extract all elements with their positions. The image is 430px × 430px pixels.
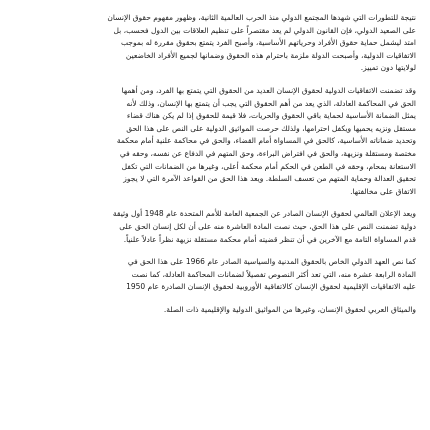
text-line: مختصة ومستقلة ونزيهة، والحق في افتراض البراءة، وحق المتهم في الدفاع عن نفسه، وحقه في xyxy=(119,148,416,158)
text-line: تحقيق العدالة وحماية المتهم من تعسف السلطة. ويعد هذا الحق من القواعد الآمرة التي لا يجوز xyxy=(123,174,416,184)
text-line: عليه الاتفاقيات الإقليمية لحقوق الإنسان كالاتفاقية الأوروبية لحقوق الإنسان الصادرة عام 1950 xyxy=(126,282,416,292)
text-line: لولايتها دون تمييز. xyxy=(360,63,416,73)
text-line: الاتفاقيات الدولية، وأصبحت الدولة ملزمة باحترام هذه الحقوق وضمانها لجميع الأفراد الخاضعين xyxy=(125,50,416,60)
text-line: امتد ليشمل حماية حقوق الأفراد وحرياتهم الأساسية، وأصبح الفرد يتمتع بحقوق مقررة له بموجب xyxy=(120,38,416,48)
text-line: على الصعيد الدولي، فإن القانون الدولي لم يعد مقتصراً على تنظيم العلاقات بين الدول فحسب، بل xyxy=(113,25,416,35)
text-line: الاتفاق على مخالفتها. xyxy=(350,186,416,196)
paragraph xyxy=(18,12,416,75)
text-line: والميثاق العربي لحقوق الإنسان، وغيرها من المواثيق الدولية والإقليمية ذات الصلة. xyxy=(163,304,416,314)
text-line: وقد تضمنت الاتفاقيات الدولية لحقوق الإنسان العديد من الحقوق التي يتمتع بها الفرد، ومن أهمها xyxy=(121,85,416,95)
text-line: ويعد الإعلان العالمي لحقوق الإنسان الصادر عن الجمعية العامة للأمم المتحدة عام 1948 أول وثيقة xyxy=(112,209,416,219)
text-line: المادة الرابعة عشرة منه، التي تعد أكثر النصوص تفصيلاً لضمانات المحاكمة العادلة، كما نصت xyxy=(131,269,416,279)
paragraph xyxy=(18,208,416,246)
paragraph xyxy=(18,304,416,317)
text-line: نتيجة للتطورات التي شهدها المجتمع الدولي منذ الحرب العالمية الثانية، وظهور مفهوم حقوق الإنسان xyxy=(107,13,416,22)
paragraph xyxy=(18,85,416,198)
text-line: دولية تضمنت النص على هذا الحق، حيث نصت المادة العاشرة منه على أن لكل إنسان الحق على xyxy=(119,221,416,231)
paragraph xyxy=(18,256,416,294)
text-line: مستقل ونزيه يحميها ويكفل احترامها، ولذلك حرصت المواثيق الدولية على النص على هذا الحق xyxy=(126,123,416,133)
document-body xyxy=(18,12,416,420)
text-line: وتحديد ضماناته الأساسية، كالحق في المساواة أمام القضاء، والحق في محاكمة علنية أمام محكمة xyxy=(116,136,416,146)
text-line: قدم المساواة التامة مع الآخرين في أن تنظر قضيته أمام محكمة مستقلة نزيهة نظراً عادلاً علنياً. xyxy=(123,234,416,244)
text-line: يمثل الضمانة الأساسية لحماية باقي الحقوق والحريات، فلا قيمة للحقوق إذا لم يكن هناك قضاء xyxy=(126,111,416,121)
text-line: الاستعانة بمحام، وحقه في الطعن في الحكم أمام محكمة أعلى، وغيرها من الضمانات التي تكفل xyxy=(121,161,416,171)
text-line: كما نص العهد الدولي الخاص بالحقوق المدنية والسياسية الصادر عام 1966 على هذا الحق في xyxy=(127,257,416,267)
text-line: الحق في المحاكمة العادلة، الذي يعد من أهم الحقوق التي يجب أن يتمتع بها الإنسان، وذلك لأنه xyxy=(126,98,416,108)
